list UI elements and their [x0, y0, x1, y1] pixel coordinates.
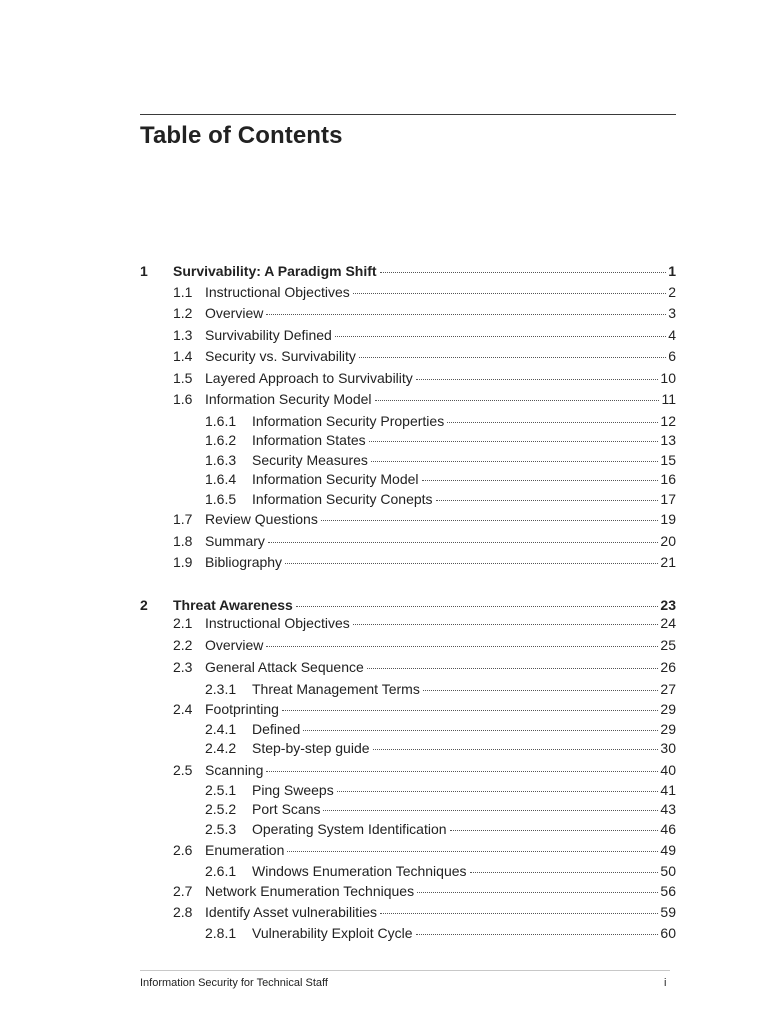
toc-entry[interactable]	[173, 347, 676, 365]
toc-entry[interactable]	[173, 553, 676, 571]
toc-entry[interactable]	[173, 510, 676, 528]
toc-section-number: 2.4.2	[205, 740, 237, 756]
toc-section-number: 2.6.1	[205, 863, 237, 879]
toc-page-number: 56	[660, 883, 676, 899]
toc-entry[interactable]	[205, 739, 676, 757]
toc-entry[interactable]	[173, 700, 676, 718]
toc-section-title: Enumeration	[205, 842, 285, 858]
toc-page-number: 25	[660, 637, 676, 653]
toc-page-number: 23	[660, 597, 676, 613]
toc-entry[interactable]	[205, 924, 676, 942]
toc-section-number: 1.6.2	[205, 432, 237, 448]
toc-page-number: 50	[660, 863, 676, 879]
toc-entry[interactable]	[205, 800, 676, 818]
toc-section-number: 1.6.1	[205, 413, 237, 429]
toc-section-title: Windows Enumeration Techniques	[252, 863, 467, 879]
toc-entry[interactable]	[173, 882, 676, 900]
toc-section-title: Ping Sweeps	[252, 782, 334, 798]
toc-dot-leader	[303, 729, 658, 731]
toc-page-number: 3	[668, 305, 676, 321]
toc-dot-leader	[287, 850, 658, 852]
toc-section-title: Instructional Objectives	[205, 615, 350, 631]
toc-section-number: 2.3	[173, 659, 193, 675]
toc-entry[interactable]	[173, 761, 676, 779]
toc-section-number: 2.6	[173, 842, 193, 858]
toc-section-title: Scanning	[205, 762, 264, 778]
toc-page-number: 27	[660, 681, 676, 697]
toc-dot-leader	[436, 499, 659, 501]
toc-section-number: 1.7	[173, 511, 193, 527]
toc-page-number: 16	[660, 471, 676, 487]
toc-entry[interactable]	[173, 369, 676, 387]
toc-page-number: 29	[660, 701, 676, 717]
toc-page-number: 4	[668, 327, 676, 343]
footer-rule	[140, 970, 670, 971]
toc-section-number: 2.1	[173, 615, 193, 631]
toc-entry[interactable]	[205, 412, 676, 430]
toc-section-number: 1.2	[173, 305, 193, 321]
toc-entry[interactable]	[205, 470, 676, 488]
toc-page-number: 59	[660, 904, 676, 920]
toc-entry[interactable]	[173, 304, 676, 322]
toc-page-number: 30	[660, 740, 676, 756]
toc-dot-leader	[321, 519, 659, 521]
toc-page-number: 6	[668, 348, 676, 364]
toc-dot-leader	[447, 421, 658, 423]
toc-entry[interactable]	[205, 781, 676, 799]
toc-section-number: 1.3	[173, 327, 193, 343]
toc-page-number: 17	[660, 491, 676, 507]
toc-page-number: 2	[668, 284, 676, 300]
toc-section-number: 1.1	[173, 284, 193, 300]
toc-dot-leader	[266, 313, 666, 315]
toc-section-title: Information Security Conepts	[252, 491, 433, 507]
toc-section-title: Summary	[205, 533, 265, 549]
toc-page-number: 41	[660, 782, 676, 798]
toc-section-title: Information States	[252, 432, 366, 448]
toc-dot-leader	[375, 399, 660, 401]
toc-entry[interactable]	[173, 532, 676, 550]
toc-entry[interactable]	[173, 326, 676, 344]
toc-section-number: 1.6	[173, 391, 193, 407]
toc-section-title: Port Scans	[252, 801, 321, 817]
toc-section-number: 1.6.5	[205, 491, 237, 507]
toc-dot-leader	[266, 770, 658, 772]
footer-page-number: i	[664, 977, 667, 989]
toc-section-title: Security vs. Survivability	[205, 348, 356, 364]
toc-section-title: Security Measures	[252, 452, 368, 468]
toc-section-title: Information Security Properties	[252, 413, 445, 429]
toc-chapter-entry[interactable]	[140, 262, 676, 280]
toc-section-title: Network Enumeration Techniques	[205, 883, 415, 899]
toc-entry[interactable]	[173, 841, 676, 859]
toc-entry[interactable]	[205, 431, 676, 449]
toc-dot-leader	[380, 912, 658, 914]
toc-dot-leader	[282, 709, 658, 711]
toc-dot-leader	[335, 335, 666, 337]
toc-dot-leader	[371, 460, 658, 462]
toc-section-number: 1.6.4	[205, 471, 237, 487]
toc-page-number: 13	[660, 432, 676, 448]
toc-entry[interactable]	[205, 680, 676, 698]
toc-dot-leader	[268, 541, 659, 543]
toc-entry[interactable]	[205, 720, 676, 738]
toc-chapter-entry[interactable]	[140, 596, 676, 614]
toc-section-title: Defined	[252, 721, 301, 737]
toc-page-number: 10	[660, 370, 676, 386]
toc-dot-leader	[296, 605, 659, 607]
toc-page-number: 29	[660, 721, 676, 737]
toc-page-number: 40	[660, 762, 676, 778]
toc-section-title: Step-by-step guide	[252, 740, 370, 756]
toc-section-number: 1.5	[173, 370, 193, 386]
toc-section-number: 1.9	[173, 554, 193, 570]
toc-section-title: Information Security Model	[205, 391, 372, 407]
toc-entry[interactable]	[173, 903, 676, 921]
toc-dot-leader	[470, 871, 659, 873]
toc-page-number: 21	[660, 554, 676, 570]
toc-section-title: General Attack Sequence	[205, 659, 364, 675]
toc-entry[interactable]	[205, 820, 676, 838]
toc-page-number: 20	[660, 533, 676, 549]
toc-page-number: 49	[660, 842, 676, 858]
toc-page-number: 43	[660, 801, 676, 817]
toc-section-number: 2.5.2	[205, 801, 237, 817]
toc-section-title: Threat Awareness	[173, 597, 293, 613]
toc-section-number: 1	[140, 263, 148, 279]
toc-section-title: Overview	[205, 305, 264, 321]
toc-dot-leader	[359, 356, 666, 358]
toc-section-title: Threat Management Terms	[252, 681, 420, 697]
toc-section-title: Layered Approach to Survivability	[205, 370, 413, 386]
toc-entry[interactable]	[173, 283, 676, 301]
toc-entry[interactable]	[205, 862, 676, 880]
toc-section-number: 2.7	[173, 883, 193, 899]
toc-entry[interactable]	[173, 636, 676, 654]
toc-page-number: 19	[660, 511, 676, 527]
toc-page-number: 26	[660, 659, 676, 675]
toc-dot-leader	[380, 271, 667, 273]
toc-dot-leader	[417, 891, 658, 893]
toc-dot-leader	[266, 645, 658, 647]
toc-page-number: 46	[660, 821, 676, 837]
toc-dot-leader	[422, 479, 659, 481]
toc-section-title: Information Security Model	[252, 471, 419, 487]
toc-section-number: 2.4.1	[205, 721, 237, 737]
toc-section-number: 2.5.1	[205, 782, 237, 798]
toc-entry[interactable]	[205, 451, 676, 469]
toc-section-number: 2.5	[173, 762, 193, 778]
toc-section-title: Bibliography	[205, 554, 283, 570]
toc-page-number: 24	[660, 615, 676, 631]
toc-dot-leader	[423, 689, 659, 691]
toc-dot-leader	[450, 829, 659, 831]
toc-dot-leader	[416, 378, 659, 380]
toc-dot-leader	[337, 790, 659, 792]
toc-section-title: Footprinting	[205, 701, 279, 717]
toc-dot-leader	[416, 933, 659, 935]
toc-dot-leader	[285, 562, 658, 564]
toc-section-title: Operating System Identification	[252, 821, 447, 837]
toc-section-number: 2.8.1	[205, 925, 237, 941]
toc-section-title: Survivability Defined	[205, 327, 332, 343]
toc-section-title: Survivability: A Paradigm Shift	[173, 263, 377, 279]
toc-section-number: 1.4	[173, 348, 193, 364]
toc-section-title: Instructional Objectives	[205, 284, 350, 300]
toc-dot-leader	[373, 748, 659, 750]
toc-section-number: 2.3.1	[205, 681, 237, 697]
toc-section-number: 2.8	[173, 904, 193, 920]
toc-page-number: 12	[660, 413, 676, 429]
toc-entry[interactable]	[205, 490, 676, 508]
toc-section-number: 1.6.3	[205, 452, 237, 468]
toc-entry[interactable]	[173, 614, 676, 632]
toc-dot-leader	[323, 809, 658, 811]
toc-dot-leader	[353, 292, 666, 294]
toc-page-number: 11	[661, 391, 676, 407]
toc-section-title: Overview	[205, 637, 264, 653]
toc-section-title: Review Questions	[205, 511, 318, 527]
toc-entry[interactable]	[173, 658, 676, 676]
toc-section-number: 1.8	[173, 533, 193, 549]
toc-section-title: Identify Asset vulnerabilities	[205, 904, 377, 920]
page-title: Table of Contents	[140, 122, 343, 149]
toc-section-number: 2.2	[173, 637, 193, 653]
toc-page-number: 15	[660, 452, 676, 468]
toc-section-title: Vulnerability Exploit Cycle	[252, 925, 413, 941]
footer-document-title: Information Security for Technical Staff	[140, 977, 328, 989]
toc-section-number: 2.5.3	[205, 821, 237, 837]
toc-page-number: 1	[668, 263, 676, 279]
toc-section-number: 2	[140, 597, 148, 613]
toc-dot-leader	[367, 667, 659, 669]
toc-dot-leader	[369, 440, 659, 442]
toc-dot-leader	[353, 623, 659, 625]
toc-section-number: 2.4	[173, 701, 193, 717]
toc-entry[interactable]	[173, 390, 676, 408]
toc-page-number: 60	[660, 925, 676, 941]
